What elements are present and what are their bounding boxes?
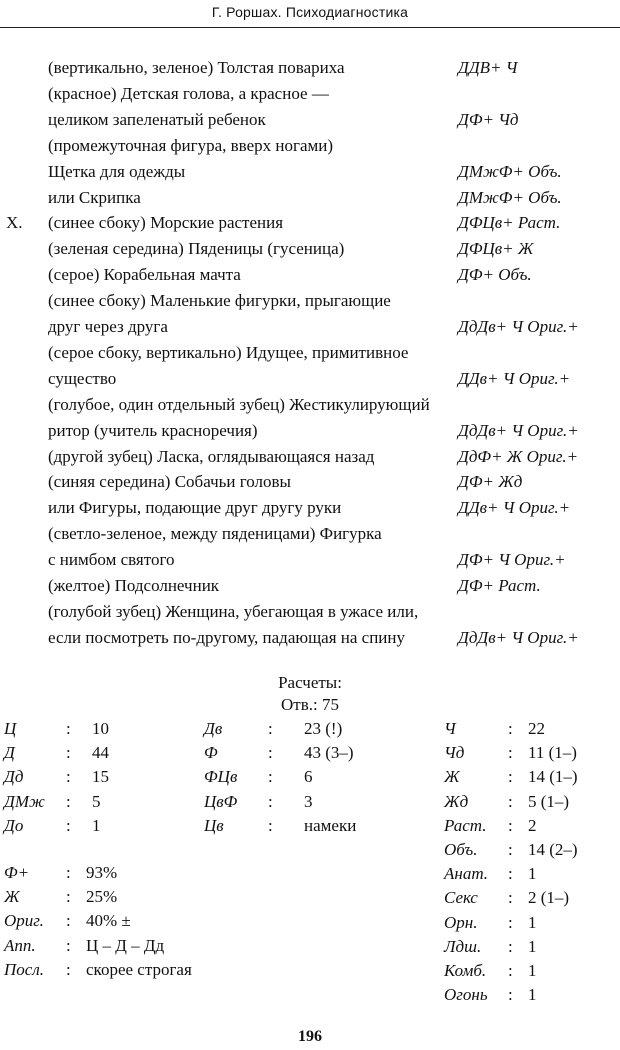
score-value: 1 [528, 936, 537, 956]
score-colon: : [66, 863, 71, 882]
response-text: или Фигуры, подающие друг другу руки [48, 498, 342, 518]
score-key: Ф [204, 743, 218, 763]
score-row [444, 959, 620, 983]
score-value: 43 (3–) [304, 743, 354, 763]
score-key: Ж [4, 887, 20, 907]
score-key: Чд [444, 743, 465, 763]
score-colon: : [508, 840, 513, 859]
response-text: (синее сбоку) Маленькие фигурки, прыгающие [48, 291, 391, 311]
scoring-code: ДДв+ Ч Ориг.+ [458, 368, 571, 388]
score-value: 6 [304, 767, 313, 787]
response-line [0, 469, 620, 495]
score-row [4, 861, 236, 885]
calc-title: Расчеты: [278, 673, 342, 692]
response-text: (желтое) Подсолнечник [48, 576, 220, 595]
response-text: (серое сбоку, вертикально) Идущее, примитивное [48, 342, 409, 362]
score-key: Жд [444, 791, 469, 811]
score-colon: : [508, 936, 513, 956]
score-row [444, 983, 620, 1007]
score-key: Дд [4, 767, 24, 787]
running-header: Г. Роршах. Психодиагностика [211, 4, 409, 20]
score-key: Ориг. [4, 911, 44, 931]
score-value: 25% [86, 887, 118, 907]
score-value: 5 [92, 791, 101, 811]
score-key: ДМж [4, 791, 45, 811]
score-row [4, 934, 236, 958]
score-row [204, 741, 454, 765]
score-colon: : [66, 935, 71, 955]
response-line [0, 107, 620, 133]
score-row [444, 765, 620, 789]
scoring-code: ДДв+ Ч Ориг.+ [458, 498, 571, 518]
scoring-code: ДМжФ+ Объ. [458, 161, 562, 181]
score-row [444, 814, 620, 838]
score-key: Ф+ [4, 863, 30, 882]
response-text: (синее сбоку) Морские растения [48, 213, 284, 233]
response-text: (светло-зеленое, между пяденицами) Фигурка [48, 524, 382, 544]
score-value: 14 (1–) [528, 767, 578, 787]
score-colon: : [268, 791, 273, 811]
score-key: ФЦв [204, 767, 238, 787]
score-row [204, 814, 454, 838]
score-value: скорее строгая [86, 959, 192, 979]
score-key: Ч [444, 719, 456, 738]
header-rule [0, 27, 620, 28]
score-colon: : [66, 959, 71, 979]
score-row [444, 935, 620, 959]
score-colon: : [66, 887, 71, 907]
response-line [0, 185, 620, 211]
response-text: целиком запеленатый ребенок [48, 109, 266, 129]
score-colon: : [508, 743, 513, 763]
scoring-code: ДФ+ Раст. [458, 576, 541, 595]
score-value: 1 [528, 985, 537, 1005]
response-line [0, 366, 620, 392]
score-colon: : [268, 743, 273, 763]
score-colon: : [268, 767, 273, 787]
response-text: (голубой зубец) Женщина, убегающая в ужасе или, [48, 601, 419, 621]
response-text: ритор (учитель красноречия) [48, 420, 258, 440]
score-colon: : [508, 815, 513, 835]
score-key: Орн. [444, 912, 478, 932]
score-row [204, 717, 454, 741]
score-colon: : [508, 961, 513, 980]
response-text: (голубое, один отдельный зубец) Жестикулирующий [48, 394, 430, 414]
response-line [0, 314, 620, 340]
score-value: 2 (1–) [528, 888, 570, 908]
response-text: существо [48, 368, 117, 388]
score-row [444, 911, 620, 935]
response-line [0, 210, 620, 236]
response-line [0, 392, 620, 418]
score-value: намеки [304, 815, 357, 835]
score-value: 40% ± [86, 911, 131, 931]
score-key: Объ. [444, 840, 478, 859]
score-row [4, 885, 236, 909]
score-key: Анат. [444, 864, 489, 884]
score-row [204, 790, 454, 814]
response-text: друг через друга [48, 317, 168, 336]
response-line [0, 418, 620, 444]
score-key: Ж [444, 767, 460, 787]
score-value: 1 [528, 864, 537, 884]
response-line [0, 262, 620, 288]
response-text: с нимбом святого [48, 550, 175, 570]
score-value: 10 [92, 719, 109, 738]
response-text: Щетка для одежды [48, 161, 186, 181]
score-colon: : [66, 743, 71, 763]
response-line [0, 133, 620, 159]
score-value: 44 [92, 743, 109, 763]
score-value: 23 (!) [304, 719, 343, 738]
score-key: Цв [204, 815, 224, 835]
score-value: 5 (1–) [528, 791, 570, 811]
score-row [444, 717, 620, 741]
scoring-code: ДдДв+ Ч Ориг.+ [458, 627, 579, 647]
score-row [4, 958, 236, 982]
response-line [0, 340, 620, 366]
score-colon: : [508, 985, 513, 1005]
score-colon: : [268, 719, 273, 738]
response-text: (промежуточная фигура, вверх ногами) [48, 135, 334, 155]
responses-total: Отв.: 75 [281, 695, 339, 714]
scoring-code: ДФ+ Объ. [458, 265, 532, 285]
score-key: Огонь [444, 985, 488, 1005]
response-text: (красное) Детская голова, а красное — [48, 83, 329, 103]
scoring-code: ДдФ+ Ж Ориг.+ [458, 446, 579, 466]
response-line [0, 573, 620, 599]
score-colon: : [508, 791, 513, 811]
score-row [444, 790, 620, 814]
response-text: или Скрипка [48, 187, 141, 207]
scoring-code: ДФЦв+ Ж [458, 239, 534, 259]
score-colon: : [508, 767, 513, 787]
score-value: 1 [528, 912, 537, 932]
scoring-code: ДМжФ+ Объ. [458, 187, 562, 207]
score-key: Секс [444, 888, 478, 908]
response-text: (другой зубец) Ласка, оглядывающаяся назад [48, 446, 375, 466]
response-line [0, 288, 620, 314]
response-line [0, 625, 620, 651]
score-value: 1 [92, 815, 101, 835]
scoring-code: ДдДв+ Ч Ориг.+ [458, 420, 579, 440]
response-line [0, 81, 620, 107]
card-number: X. [6, 213, 23, 233]
score-value: 15 [92, 767, 109, 787]
score-key: Лдш. [444, 936, 482, 956]
score-key: Апп. [4, 935, 36, 955]
score-key: Д [4, 743, 15, 763]
score-value: 22 [528, 719, 545, 738]
page-number: 196 [298, 1028, 322, 1045]
response-line [0, 521, 620, 547]
score-colon: : [66, 815, 71, 835]
scoring-code: ДФ+ Чд [458, 109, 519, 129]
scoring-code: ДдДв+ Ч Ориг.+ [458, 317, 579, 336]
score-value: 3 [304, 791, 313, 811]
scoring-code: ДДВ+ Ч [458, 58, 518, 77]
score-key: ЦвФ [204, 791, 238, 811]
response-line [0, 236, 620, 262]
score-colon: : [508, 864, 513, 884]
score-row [444, 838, 620, 862]
score-row [444, 886, 620, 910]
score-value: 1 [528, 961, 537, 980]
score-row [204, 765, 454, 789]
response-text: (вертикально, зеленое) Толстая повариха [48, 58, 345, 77]
score-colon: : [268, 815, 273, 835]
response-line [0, 547, 620, 573]
scoring-code: ДФ+ Ч Ориг.+ [458, 550, 566, 570]
score-row [444, 862, 620, 886]
response-text: (серое) Корабельная мачта [48, 265, 241, 285]
score-value: 2 [528, 815, 537, 835]
response-text: (зеленая середина) Пяденицы (гусеница) [48, 239, 345, 259]
score-value: Ц – Д – Дд [86, 935, 165, 955]
scoring-code: ДФ+ Жд [458, 472, 523, 492]
score-colon: : [66, 911, 71, 931]
score-colon: : [508, 888, 513, 908]
scoring-code: ДФЦв+ Раст. [458, 213, 561, 233]
score-key: До [4, 815, 24, 835]
response-line [0, 55, 620, 81]
score-colon: : [66, 767, 71, 787]
score-value: 14 (2–) [528, 840, 578, 859]
score-key: Раст. [444, 815, 487, 835]
score-row [4, 909, 236, 933]
response-line [0, 495, 620, 521]
score-key: Посл. [4, 959, 44, 979]
score-row [444, 741, 620, 765]
score-colon: : [66, 791, 71, 811]
score-colon: : [508, 719, 513, 738]
score-colon: : [66, 719, 71, 738]
score-key: Ц [4, 719, 17, 738]
response-text: (синяя середина) Собачьи головы [48, 472, 291, 492]
score-value: 11 (1–) [528, 743, 577, 763]
response-line [0, 159, 620, 185]
score-key: Дв [204, 719, 223, 738]
score-value: 93% [86, 863, 118, 882]
score-colon: : [508, 912, 513, 932]
response-text: если посмотреть по-другому, падающая на спину [48, 627, 405, 647]
response-line [0, 444, 620, 470]
response-line [0, 599, 620, 625]
score-key: Комб. [444, 961, 487, 980]
